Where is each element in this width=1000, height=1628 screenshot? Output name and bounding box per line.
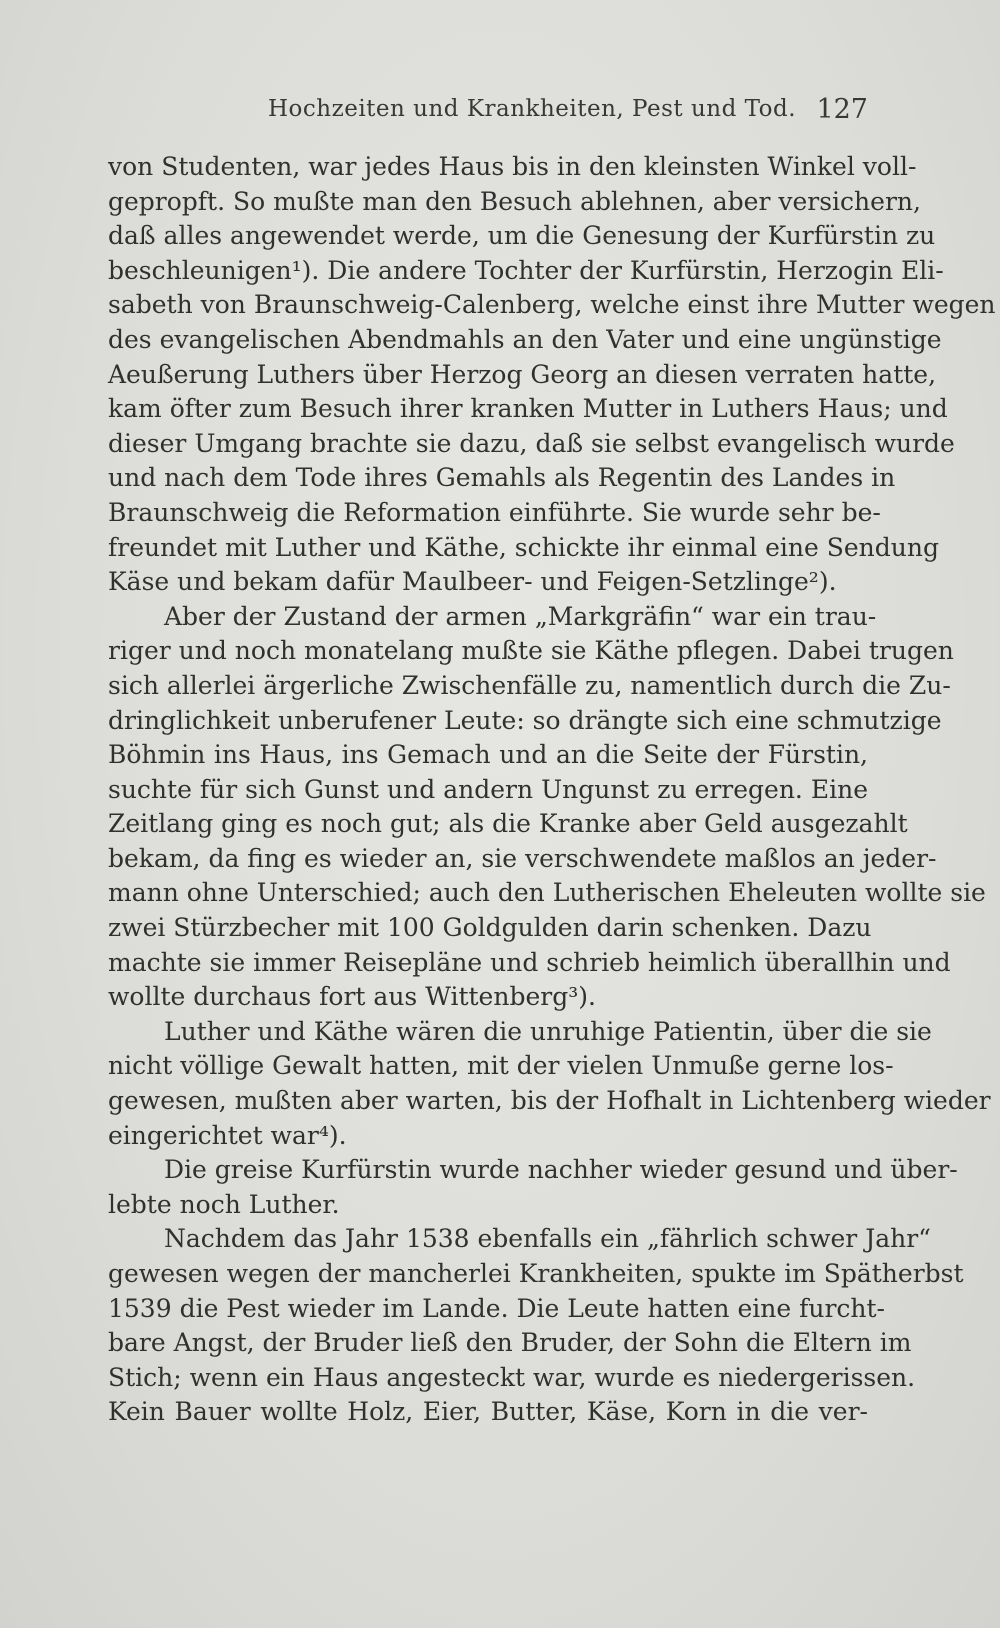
text-line: gepropft. So mußte man den Besuch ablehnen, aber versichern, [108,186,921,216]
body-text [108,150,996,1430]
text-line: daß alles angewendet werde, um die Genesung der Kurfürstin zu [108,221,936,251]
text-line: freundet mit Luther und Käthe, schickte ihr einmal eine Sendung [108,532,939,562]
text-line: mann ohne Unterschied; auch den Lutherischen Eheleuten wollte sie [108,878,986,908]
text-line: bekam, da fing es wieder an, sie verschwendete maßlos an jeder- [108,843,937,873]
text-line: riger und noch monatelang mußte sie Käthe pflegen. Dabei trugen [108,636,954,666]
text-line: von Studenten, war jedes Haus bis in den kleinsten Winkel voll- [108,152,917,181]
text-line: beschleunigen¹). Die andere Tochter der Kurfürstin, Herzogin Eli- [108,255,944,285]
text-line: zwei Stürzbecher mit 100 Goldgulden darin schenken. Dazu [108,913,872,943]
text-line: bare Angst, der Bruder ließ den Bruder, der Sohn die Eltern im [108,1328,912,1358]
text-line: des evangelischen Abendmahls an den Vater und eine ungünstige [108,324,942,354]
running-title: Hochzeiten und Krankheiten, Pest und Tod. [268,96,797,122]
text-line: Stich; wenn ein Haus angesteckt war, wurde es niedergerissen. [108,1362,916,1392]
text-line: Zeitlang ging es noch gut; als die Kranke aber Geld ausgezahlt [108,809,908,839]
text-line: Die greise Kurfürstin wurde nachher wieder gesund und über- [164,1155,958,1185]
text-line: Kein Bauer wollte Holz, Eier, Butter, Käse, Korn in die ver- [108,1397,868,1427]
text-line: lebte noch Luther. [108,1189,340,1219]
text-line: wollte durchaus fort aus Wittenberg³). [108,982,596,1012]
text-line: und nach dem Tode ihres Gemahls als Regentin des Landes in [108,463,896,493]
text-line: machte sie immer Reisepläne und schrieb heimlich überallhin und [108,947,951,977]
text-line: sich allerlei ärgerliche Zwischenfälle zu, namentlich durch die Zu- [108,670,951,700]
text-line: Luther und Käthe wären die unruhige Patientin, über die sie [164,1016,932,1046]
text-line: gewesen wegen der mancherlei Krankheiten, spukte im Spätherbst [108,1259,964,1288]
page-number: 127 [816,94,868,125]
text-line: Käse und bekam dafür Maulbeer- und Feigen-Setzlinge²). [108,567,837,597]
text-line: eingerichtet war⁴). [108,1120,347,1150]
page-header [108,96,868,136]
text-line: sabeth von Braunschweig-Calenberg, welche einst ihre Mutter wegen [108,290,996,320]
text-line: 1539 die Pest wieder im Lande. Die Leute hatten eine furcht- [108,1293,886,1323]
text-line: nicht völlige Gewalt hatten, mit der vielen Unmuße gerne los- [108,1051,894,1081]
text-line: gewesen, mußten aber warten, bis der Hofhalt in Lichtenberg wieder [108,1086,991,1116]
text-line: dringlichkeit unberufener Leute: so drängte sich eine schmutzige [108,705,942,735]
text-line: Aeußerung Luthers über Herzog Georg an diesen verraten hatte, [108,359,937,389]
text-line: Braunschweig die Reformation einführte. Sie wurde sehr be- [108,497,881,527]
text-line: dieser Umgang brachte sie dazu, daß sie selbst evangelisch wurde [108,428,955,458]
text-line: suchte für sich Gunst und andern Ungunst zu erregen. Eine [108,774,868,804]
text-line: Nachdem das Jahr 1538 ebenfalls ein „fährlich schwer Jahr“ [164,1224,931,1254]
text-line: Aber der Zustand der armen „Markgräfin“ war ein trau- [164,601,877,631]
text-line: kam öfter zum Besuch ihrer kranken Mutter in Luthers Haus; und [108,394,948,424]
text-line: Böhmin ins Haus, ins Gemach und an die Seite der Fürstin, [108,740,868,770]
